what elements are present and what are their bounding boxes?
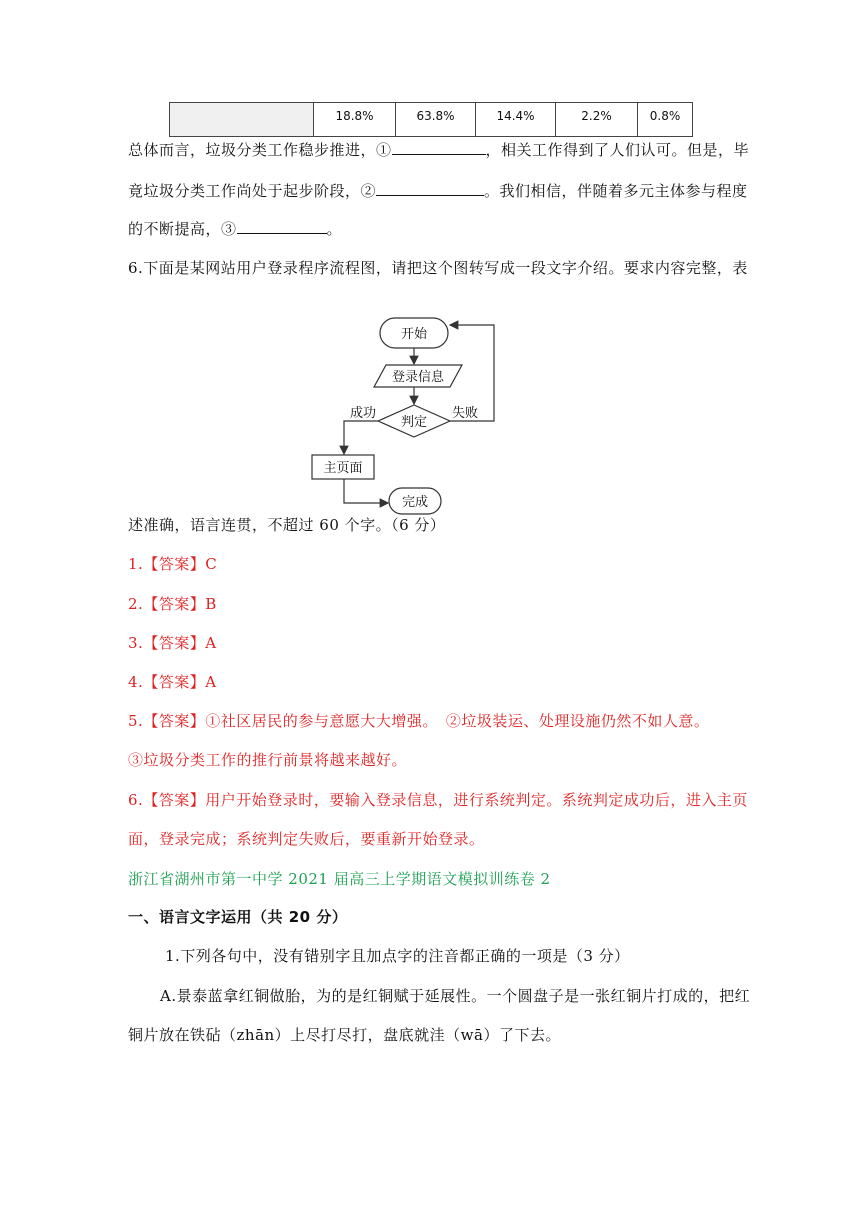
answer-5: 5.【答案】①社区居民的参与意愿大大增强。 ②垃圾装运、处理设施仍然不如人意。: [128, 712, 710, 730]
question-1-prompt: 1.下列各句中，没有错别字且加点字的注音都正确的一项是（3 分）: [165, 947, 630, 965]
blank-1[interactable]: [392, 140, 486, 155]
answer-3: 3.【答案】A: [128, 634, 217, 652]
blank-2[interactable]: [376, 181, 484, 196]
passage-line-1: 总体而言，垃圾分类工作稳步推进，① ，相关工作得到了人们认可。但是，毕: [128, 141, 750, 159]
blank-3[interactable]: [237, 219, 327, 234]
answer-2: 2.【答案】B: [128, 595, 217, 613]
table-cell: 18.8%: [314, 103, 396, 137]
exam-title: 浙江省湖州市第一中学 2021 届高三上学期语文模拟训练卷 2: [128, 870, 551, 888]
table-cell: 63.8%: [396, 103, 476, 137]
answer-1: 1.【答案】C: [128, 555, 218, 573]
answer-4: 4.【答案】A: [128, 673, 217, 691]
passage-line-3: 的不断提高，③ 。: [128, 220, 343, 238]
section-heading: 一、语言文字运用（共 20 分）: [128, 908, 348, 926]
answer-5-continued: ③垃圾分类工作的推行前景将越来越好。: [128, 751, 408, 769]
table-cell: 14.4%: [476, 103, 556, 137]
passage-line-2: 竟垃圾分类工作尚处于起步阶段，② 。我们相信，伴随着多元主体参与程度: [128, 182, 748, 200]
table-cell: 2.2%: [556, 103, 638, 137]
flow-main-label: 主页面: [323, 461, 363, 476]
flow-fail-label: 失败: [452, 406, 479, 421]
answer-6: 6.【答案】用户开始登录时，要输入登录信息，进行系统判定。系统判定成功后，进入主页: [128, 791, 748, 809]
question-6-prompt-tail: 述准确，语言连贯，不超过 60 个字。（6 分）: [128, 516, 446, 534]
table-row: [170, 103, 693, 137]
flow-done-label: 完成: [401, 495, 429, 510]
option-a-line-2: 铜片放在铁砧（zhān）上尽打尽打，盘底就洼（wā）了下去。: [128, 1026, 561, 1044]
flow-judge-label: 判定: [400, 415, 428, 430]
answer-6-continued: 面，登录完成；系统判定失败后，要重新开始登录。: [128, 830, 485, 848]
login-flowchart: [300, 315, 530, 520]
flow-success-label: 成功: [350, 406, 377, 421]
option-a-line-1: A.景泰蓝拿红铜做胎，为的是红铜赋于延展性。一个圆盘子是一张红铜片打成的，把红: [160, 987, 751, 1005]
table-cell: 0.8%: [638, 103, 693, 137]
statistics-table: [169, 102, 693, 137]
flow-login-label: 登录信息: [391, 370, 445, 385]
question-6-prompt: 6.下面是某网站用户登录程序流程图，请把这个图转写成一段文字介绍。要求内容完整，表: [128, 259, 748, 277]
flow-start-label: 开始: [400, 327, 428, 342]
table-cell-label: [170, 103, 314, 137]
